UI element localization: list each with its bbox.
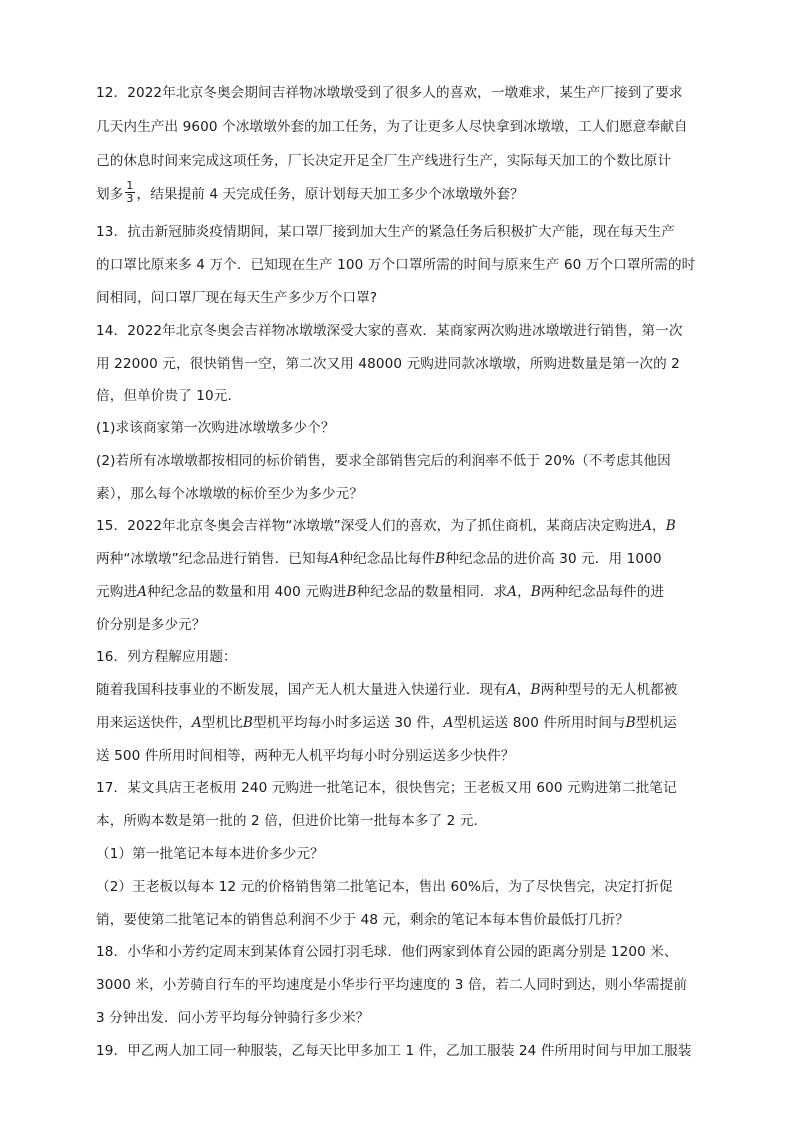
- q15-line-2: [96, 549, 662, 569]
- q16-text-3b: 型机比: [201, 715, 243, 731]
- q15-text-3: 元购进: [96, 584, 138, 600]
- q16-text-3e: 型机运: [635, 715, 677, 731]
- q17-part-2-line-2: 销，要使第二批笔记本的销售总利润不少于 48 元，剩余的笔记本每本售价最低打几折？: [96, 912, 630, 928]
- q12-line-1: 12．2022年北京冬奥会期间吉祥物冰墩墩受到了很多人的喜欢，一墩难求，某生产厂接到了要求: [96, 85, 683, 101]
- q14-part-2-line-2: 素），那么每个冰墩墩的标价至少为多少元？: [96, 486, 364, 502]
- q15-text-3b: 种纪念品的数量和用 400 元购进: [147, 584, 347, 600]
- q16-line-3: [96, 713, 677, 733]
- q18-line-3: 3 分钟出发．问小芳平均每分钟骑行多少米？: [96, 1010, 370, 1026]
- q15-text-3c: 种纪念品的数量相同．求: [356, 584, 508, 600]
- q17-part-1: （1）第一批笔记本每本进价多少元？: [96, 846, 324, 862]
- var-a: A: [137, 584, 148, 600]
- q15-line-3: [96, 582, 664, 602]
- var-b: B: [530, 584, 541, 600]
- q13-line-3: 间相同，问口罩厂现在每天生产多少万个口罩?: [96, 290, 378, 306]
- q15-text-2c: 种纪念品的进价高 30 元．用 1000: [445, 551, 662, 567]
- q14-part-1: (1)求该商家第一次购进冰墩墩多少个？: [96, 420, 335, 436]
- q13-line-1: 13．抗击新冠肺炎疫情期间，某口罩厂接到加大生产的紧急任务后积极扩大产能，现在每天生产: [96, 224, 675, 240]
- q16-text-2b: 两种型号的无人机都被: [540, 682, 678, 698]
- q16-text-3d: 型机运送 800 件所用时间与: [453, 715, 626, 731]
- q15-line-4: 价分别是多少元？: [96, 617, 206, 633]
- var-a: A: [329, 551, 340, 567]
- var-a: A: [443, 715, 454, 731]
- var-b: B: [346, 584, 357, 600]
- var-a: A: [191, 715, 202, 731]
- q18-line-1: 18．小华和小芳约定周末到某体育公园打羽毛球．他们两家到体育公园的距离分别是 1200 米、: [96, 944, 678, 960]
- q16-line-2: [96, 680, 677, 700]
- separator: ，: [651, 518, 666, 534]
- fraction-numerator: 1: [126, 179, 134, 192]
- separator: ，: [516, 682, 531, 698]
- q19-line-1: 19．甲乙两人加工同一种服装，乙每天比甲多加工 1 件，乙加工服装 24 件所用时间与甲加工服装: [96, 1043, 692, 1059]
- q13-line-2: 的口罩比原来多 4 万个．已知现在生产 100 万个口罩所需的时间与原来生产 60 万个口罩所需的时: [96, 257, 696, 273]
- q15-text-1: 15．2022年北京冬奥会吉祥物“冰墩墩”深受人们的喜欢，为了抓住商机，某商店决定购进: [96, 518, 643, 534]
- var-b: B: [530, 682, 541, 698]
- q15-line-1: [96, 516, 676, 536]
- q15-text-2: 两种“冰墩墩”纪念品进行销售．已知每: [96, 551, 330, 567]
- one-third-fraction: [125, 180, 134, 205]
- q16-text-2: 随着我国科技事业的不断发展，国产无人机大量进入快递行业．现有: [96, 682, 507, 698]
- q12-fraction-before: 划多: [96, 186, 124, 203]
- separator: ，: [517, 584, 531, 600]
- q15-text-3d: 两种纪念品每件的进: [540, 584, 665, 600]
- q12-line-2: 几天内生产出 9600 个冰墩墩外套的加工任务，为了让更多人尽快拿到冰墩墩，工人们愿意奉献自: [96, 119, 688, 135]
- q15-text-2b: 种纪念品比每件: [339, 551, 436, 567]
- q18-line-2: 3000 米，小芳骑自行车的平均速度是小华步行平均速度的 3 倍，若二人同时到达，则小华需提前: [96, 977, 688, 993]
- var-b: B: [625, 715, 636, 731]
- fraction-denominator: 3: [126, 192, 134, 205]
- q17-part-2-line-1: （2）王老板以每本 12 元的价格销售第二批笔记本，售出 60%后，为了尽快售完，决定打折促: [96, 879, 673, 895]
- q14-line-3: 倍，但单价贵了 10元．: [96, 388, 242, 404]
- var-b: B: [665, 518, 676, 534]
- var-b: B: [435, 551, 446, 567]
- q16-line-1: 16．列方程解应用题：: [96, 649, 237, 665]
- q12-fraction-after: ，结果提前 4 天完成任务，原计划每天加工多少个冰墩墩外套？: [136, 186, 524, 203]
- q14-part-2-line-1: (2)若所有冰墩墩都按相同的标价销售，要求全部销售完后的利润率不低于 20%（不考虑其他因: [96, 453, 671, 469]
- q14-line-1: 14．2022年北京冬奥会吉祥物冰墩墩深受大家的喜欢．某商家两次购进冰墩墩进行销售，第一次: [96, 323, 683, 339]
- q16-line-4: 送 500 件所用时间相等，两种无人机平均每小时分别运送多少快件？: [96, 748, 515, 764]
- q12-line-3: 己的休息时间来完成这项任务，厂长决定开足全厂生产线进行生产，实际每天加工的个数比原计: [96, 153, 672, 169]
- var-a: A: [642, 518, 652, 534]
- q16-text-3: 用来运送快件，: [96, 715, 192, 731]
- var-b: B: [242, 715, 253, 731]
- var-a: A: [507, 584, 518, 600]
- var-a: A: [506, 682, 517, 698]
- q17-line-1: 17．某文具店王老板用 240 元购进一批笔记本，很快售完；王老板又用 600 元购进第二批笔记: [96, 780, 677, 796]
- q16-text-3c: 型机平均每小时多运送 30 件，: [252, 715, 444, 731]
- q17-line-2: 本，所购本数是第一批的 2 倍，但进价比第一批每本多了 2 元．: [96, 813, 488, 829]
- q12-line-4: [96, 179, 524, 207]
- q14-line-2: 用 22000 元，很快销售一空，第二次又用 48000 元购进同款冰墩墩，所购进数量是第一次的 2: [96, 356, 680, 372]
